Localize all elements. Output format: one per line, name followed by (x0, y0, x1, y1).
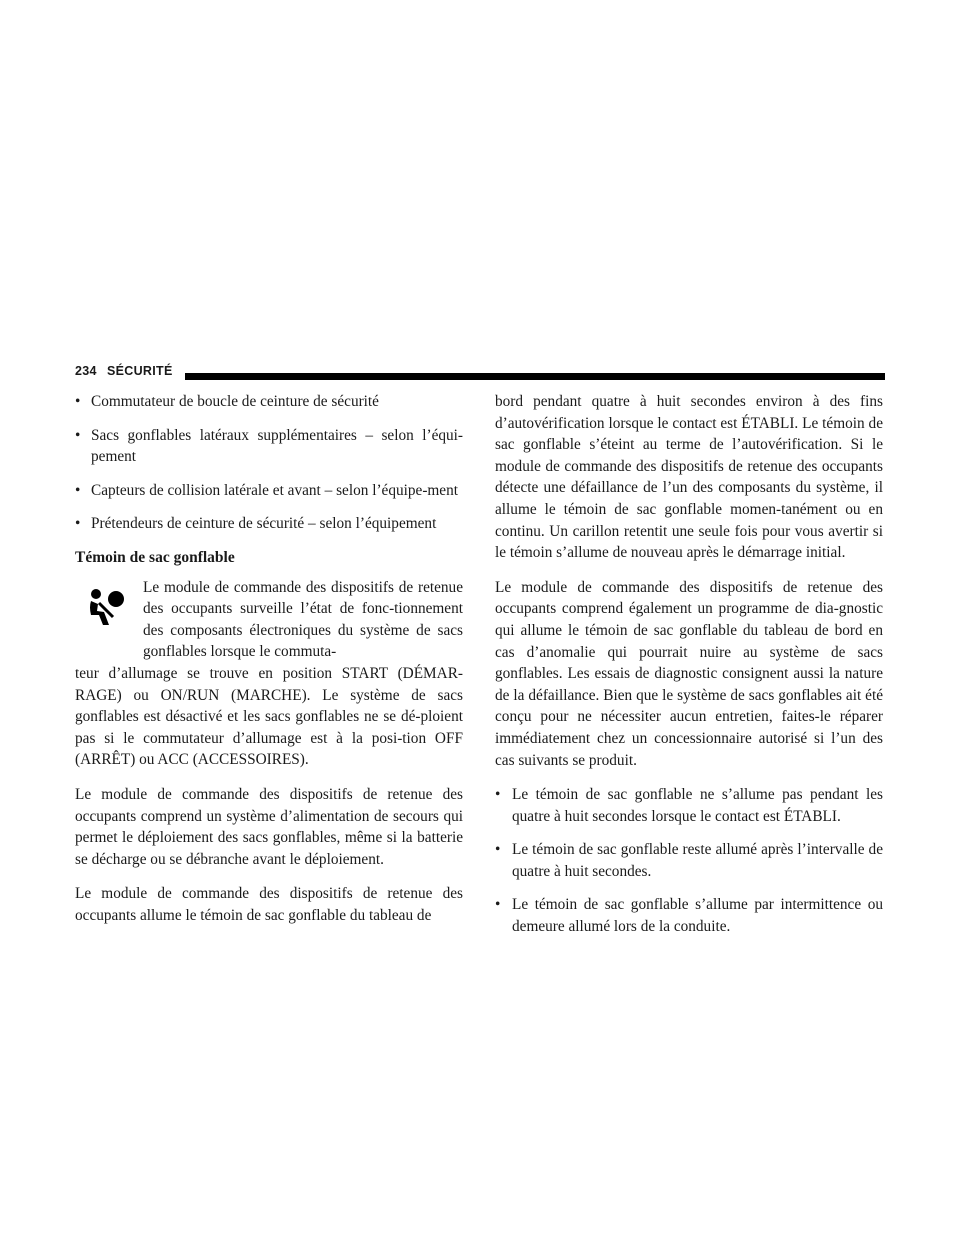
paragraph: Le module de commande des dispositifs de retenue des occupants comprend également un programme de dia-gnostic qui allume le témoin de sac gonflable du tableau de bord en cas d’anomalie qui pourrait nuire au système de sacs gonflables. Les essais de diagnostic consignent aussi la nature de la défaillance. Bien que le système de sacs gonflables ait été conçu pour ne nécessiter aucun entretien, faites-le réparer immédiatement chez un concessionnaire autorisé si l’un des cas suivants se produit. (495, 578, 883, 769)
list-item: • Capteurs de collision latérale et avant – selon l’équipe-ment (75, 480, 463, 502)
airbag-warning-icon (85, 587, 127, 627)
list-item: • Le témoin de sac gonflable ne s’allume pas pendant les quatre à huit secondes lorsque le contact est ÉTABLI. (495, 786, 883, 825)
page-header (75, 364, 885, 384)
bullet-dot: • (495, 841, 501, 859)
paragraph: Le module de commande des dispositifs de retenue des occupants comprend un système d’alimentation de secours qui permet le déploiement des sacs gonflables, même si la batterie se décharge ou se débranche avant le déploiement. (75, 785, 463, 868)
paragraph: Le module de commande des dispositifs de retenue des occupants allume le témoin de sac gonflable du tableau de (75, 885, 463, 924)
left-column (75, 391, 463, 939)
right-column (495, 391, 883, 950)
bullet-dot: • (75, 515, 81, 533)
list-item: • Prétendeurs de ceinture de sécurité – selon l’équipement (75, 513, 463, 535)
bullet-dot: • (75, 393, 81, 410)
left-bullet-list (75, 391, 463, 535)
list-item: • Sacs gonflables latéraux supplémentaires – selon l’équi-pement (75, 426, 463, 466)
section-heading: Témoin de sac gonflable (75, 548, 235, 566)
icon-paragraph-start: Le module de commande des dispositifs de retenue des occupants surveille l’état de fonc-tionnement des composants électroniques du système de sacs gonflables lorsque le commuta- (143, 578, 463, 661)
airbag-warning-paragraph (75, 577, 463, 771)
list-item: • Le témoin de sac gonflable s’allume par intermittence ou demeure allumé lors de la conduite. (495, 896, 883, 936)
bullet-dot: • (495, 786, 501, 804)
list-item: • Commutateur de boucle de ceinture de sécurité (75, 391, 463, 413)
paragraph: bord pendant quatre à huit secondes environ à des fins d’autovérification lorsque le contact est ÉTABLI. Le témoin de sac gonflable s’éteint au terme de l’autovérification. Si le module de commande des dispositifs de retenue des occupants détecte une défaillance de l’un des composants du système, il allume le témoin de sac gonflable momen-tanément ou en continu. Un carillon retentit une seule fois pour vous avertir si le témoin s’allume de nouveau après le démarrage initial. (495, 393, 883, 562)
right-bullet-list (481, 784, 883, 938)
page-number: 234 (75, 364, 97, 378)
section-title: SÉCURITÉ (107, 364, 173, 378)
icon-paragraph-rest: teur d’allumage se trouve en position START (DÉMAR-RAGE) ou ON/RUN (MARCHE). Le système de sacs gonflables est désactivé et les sacs gonflables ne se dé-ploient pas si le commutateur d’allumage est à la posi-tion OFF (ARRÊT) ou ACC (ACCESSOIRES). (75, 664, 463, 769)
list-item: • Le témoin de sac gonflable reste allumé après l’intervalle de quatre à huit secondes. (495, 841, 883, 880)
bullet-dot: • (75, 481, 81, 499)
header-rule (185, 373, 885, 380)
bullet-dot: • (75, 426, 81, 444)
bullet-dot: • (495, 896, 501, 914)
